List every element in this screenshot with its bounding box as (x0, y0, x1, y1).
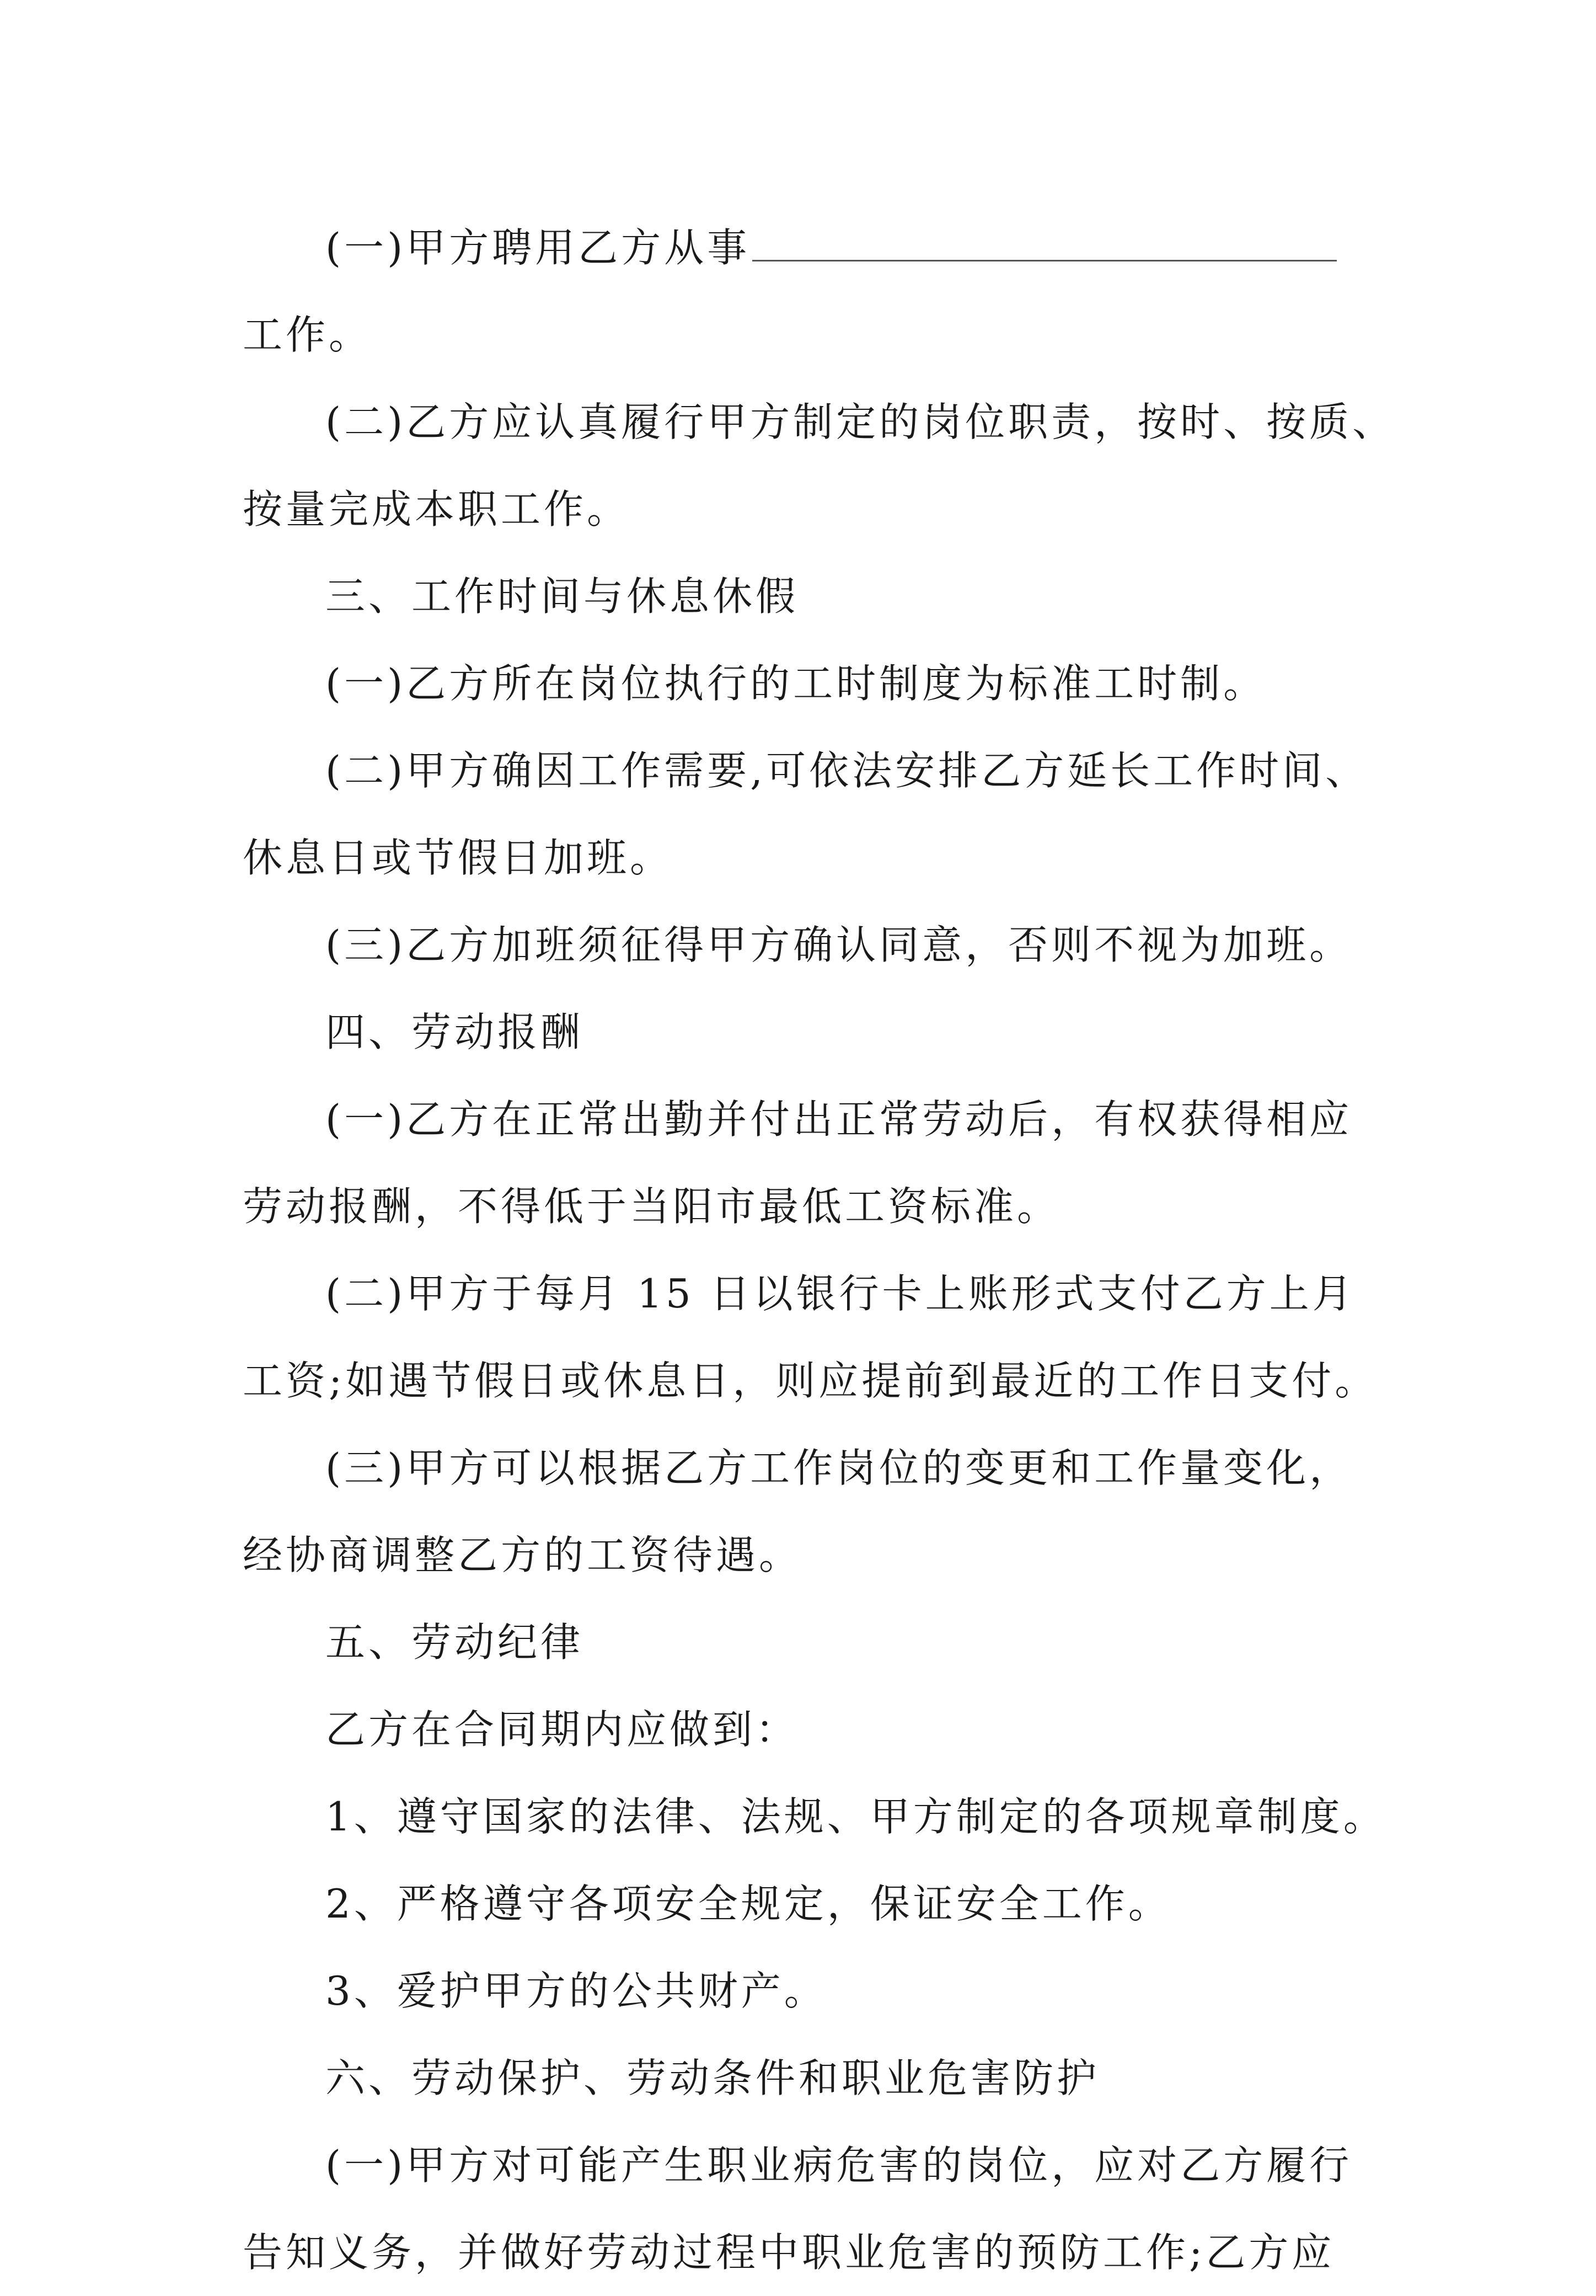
line-text: (三)乙方加班须征得甲方确认同意，否则不视为加班。 (325, 922, 1353, 968)
text-line (243, 2209, 1368, 2296)
list-item (243, 1860, 1368, 1947)
line-text: 三、工作时间与休息休假 (325, 573, 799, 620)
document-page (243, 204, 1396, 2296)
list-item (243, 1947, 1368, 2035)
line-text: (二)甲方于每月 15 日以银行卡上账形式支付乙方上月 (325, 1270, 1356, 1317)
line-text: 按量完成本职工作。 (243, 486, 630, 532)
text-line (243, 2122, 1368, 2209)
section-heading (243, 553, 1368, 640)
section-heading (243, 2035, 1368, 2122)
line-text: (二)乙方应认真履行甲方制定的岗位职责，按时、按质、 (325, 399, 1396, 445)
text-line (243, 1163, 1368, 1250)
text-line (243, 640, 1368, 727)
line-text: 工作。 (243, 312, 372, 358)
text-line (243, 814, 1368, 901)
line-text: (一)乙方所在岗位执行的工时制度为标准工时制。 (325, 660, 1267, 707)
line-text: 休息日或节假日加班。 (243, 835, 673, 881)
text-line (243, 1686, 1368, 1773)
text-line (243, 204, 1368, 291)
text-line (243, 1512, 1368, 1599)
line-text: (一)甲方聘用乙方从事 (325, 225, 751, 271)
line-text: 告知义务，并做好劳动过程中职业危害的预防工作;乙方应 (243, 2229, 1335, 2276)
text-line (243, 1337, 1378, 1424)
text-line (243, 1424, 1368, 1512)
text-line (243, 1076, 1368, 1163)
line-text: (三)甲方可以根据乙方工作岗位的变更和工作量变化， (325, 1445, 1353, 1491)
line-text: 2、严格遵守各项安全规定，保证安全工作。 (325, 1881, 1171, 1927)
text-line (243, 901, 1368, 989)
fill-in-blank[interactable] (752, 223, 1337, 261)
line-text: (一)乙方在正常出勤并付出正常劳动后，有权获得相应 (325, 1096, 1353, 1142)
text-line (243, 291, 1368, 378)
line-text: 劳动报酬，不得低于当阳市最低工资标准。 (243, 1183, 1061, 1230)
line-text: 五、劳动纪律 (325, 1619, 584, 1665)
text-line (243, 1250, 1368, 1337)
line-text: 工资;如遇节假日或休息日，则应提前到最近的工作日支付。 (243, 1358, 1378, 1404)
line-text: 经协商调整乙方的工资待遇。 (243, 1532, 802, 1578)
line-text: 3、爱护甲方的公共财产。 (325, 1968, 827, 2014)
list-item (243, 1773, 1386, 1860)
text-line (243, 727, 1368, 814)
text-line (243, 378, 1396, 466)
line-text: (一)甲方对可能产生职业病危害的岗位，应对乙方履行 (325, 2142, 1353, 2188)
section-heading (243, 989, 1368, 1076)
line-text: 乙方在合同期内应做到： (325, 1706, 799, 1753)
line-text: 四、劳动报酬 (325, 1009, 584, 1055)
text-line (243, 466, 1368, 553)
line-text: 1、遵守国家的法律、法规、甲方制定的各项规章制度。 (325, 1793, 1386, 1840)
line-text: (二)甲方确因工作需要,可依法安排乙方延长工作时间、 (325, 747, 1369, 794)
line-text: 六、劳动保护、劳动条件和职业危害防护 (325, 2055, 1100, 2101)
section-heading (243, 1599, 1368, 1686)
